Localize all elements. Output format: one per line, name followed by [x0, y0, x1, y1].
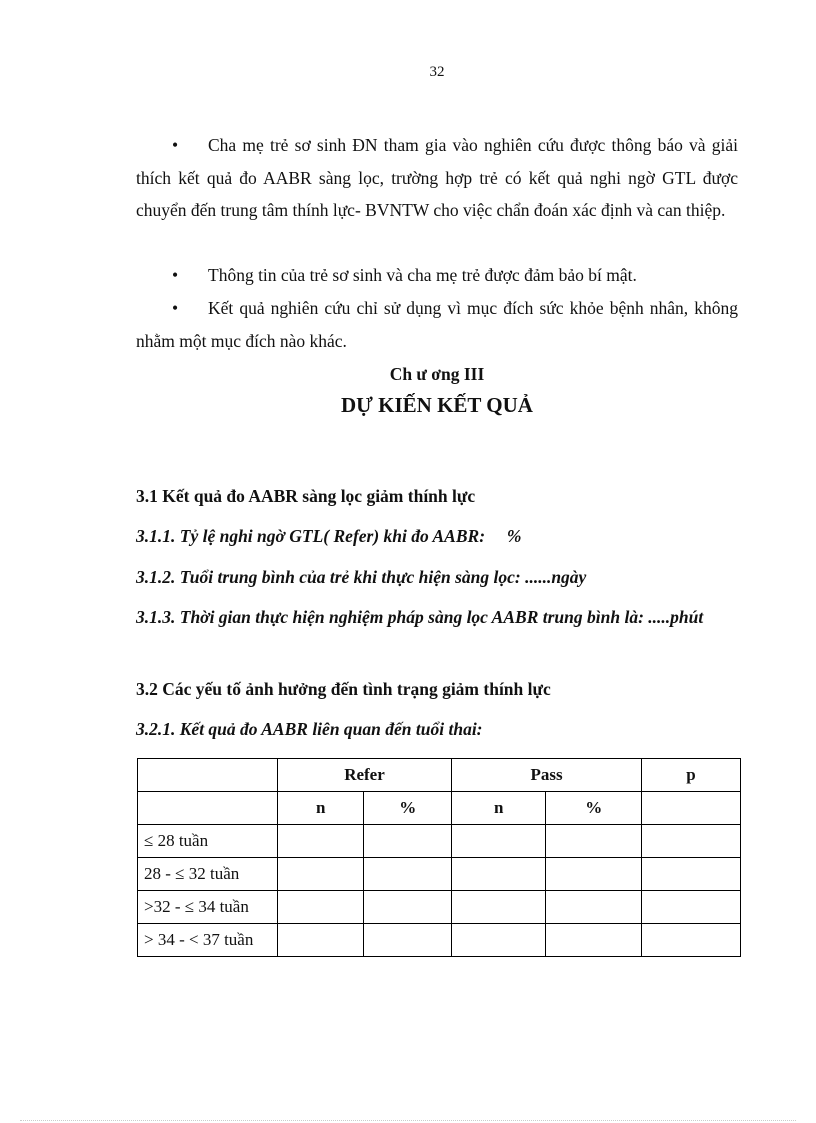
table-row [138, 825, 741, 858]
table-cell [278, 825, 364, 858]
table-cell [364, 924, 452, 957]
table-row [138, 858, 741, 891]
row-label: >32 - ≤ 34 tuần [138, 891, 278, 924]
table-cell [452, 891, 546, 924]
table-cell [138, 792, 278, 825]
subheader-pass-n: n [452, 792, 546, 825]
table-cell [642, 891, 741, 924]
table-cell [452, 924, 546, 957]
table-header-row [138, 759, 741, 792]
bullet-paragraph-1 [136, 129, 738, 227]
table-cell [642, 924, 741, 957]
subheader-refer-percent: % [364, 792, 452, 825]
table-cell [642, 858, 741, 891]
table-cell [642, 792, 741, 825]
table-cell [278, 924, 364, 957]
bullet-text: Cha mẹ trẻ sơ sinh ĐN tham gia vào nghiên cứu được thông báo và giải thích kết quả đo AABR sàng lọc, trường hợp trẻ có kết quả nghi ngờ GTL được chuyển đến trung tâm thính lực- BVNTW cho việc chẩn đoán xác định và can thiệp. [136, 135, 738, 220]
page-number: 32 [429, 64, 445, 80]
table-cell [546, 825, 642, 858]
bullet-paragraph-3 [136, 292, 738, 357]
bullet-paragraph-2 [136, 259, 738, 292]
table-subheader-row [138, 792, 741, 825]
table-cell [364, 858, 452, 891]
page-bottom-divider [20, 1120, 796, 1121]
table-cell [278, 891, 364, 924]
subsection-3-1-3: 3.1.3. Thời gian thực hiện nghiệm pháp sàng lọc AABR trung bình là: .....phút [136, 607, 704, 627]
table-cell [278, 858, 364, 891]
header-pass: Pass [452, 759, 642, 792]
table-corner-cell [138, 759, 278, 792]
table-cell [452, 858, 546, 891]
subheader-refer-n: n [278, 792, 364, 825]
bullet-text: Thông tin của trẻ sơ sinh và cha mẹ trẻ được đảm bảo bí mật. [208, 265, 637, 285]
bullet-icon: • [172, 298, 179, 318]
row-label: 28 - ≤ 32 tuần [138, 858, 278, 891]
gestational-age-table [137, 758, 741, 957]
chapter-title: DỰ KIẾN KẾT QUẢ [341, 393, 533, 417]
table-row [138, 924, 741, 957]
subsection-3-1-2: 3.1.2. Tuổi trung bình của trẻ khi thực hiện sàng lọc: ......ngày [136, 567, 587, 587]
row-label: ≤ 28 tuần [138, 825, 278, 858]
table-cell [546, 858, 642, 891]
subsection-3-1-1: 3.1.1. Tỷ lệ nghi ngờ GTL( Refer) khi đo AABR: % [136, 526, 522, 546]
table-cell [546, 924, 642, 957]
table-cell [364, 891, 452, 924]
header-refer: Refer [278, 759, 452, 792]
table-cell [364, 825, 452, 858]
table-row [138, 891, 741, 924]
bullet-icon: • [172, 135, 179, 155]
section-heading-3-2: 3.2 Các yếu tố ảnh hưởng đến tình trạng giảm thính lực [136, 679, 551, 699]
subheader-pass-percent: % [546, 792, 642, 825]
table-cell [642, 825, 741, 858]
table-cell [452, 825, 546, 858]
table-cell [546, 891, 642, 924]
row-label: > 34 - < 37 tuần [138, 924, 278, 957]
section-heading-3-1: 3.1 Kết quả đo AABR sàng lọc giảm thính lực [136, 486, 476, 506]
bullet-icon: • [172, 265, 179, 285]
header-p: p [642, 759, 741, 792]
chapter-label: Ch ư ơng III [389, 364, 485, 384]
subsection-3-2-1: 3.2.1. Kết quả đo AABR liên quan đến tuổi thai: [136, 719, 483, 739]
bullet-text: Kết quả nghiên cứu chỉ sử dụng vì mục đích sức khỏe bệnh nhân, không nhằm một mục đích nào khác. [136, 298, 738, 351]
